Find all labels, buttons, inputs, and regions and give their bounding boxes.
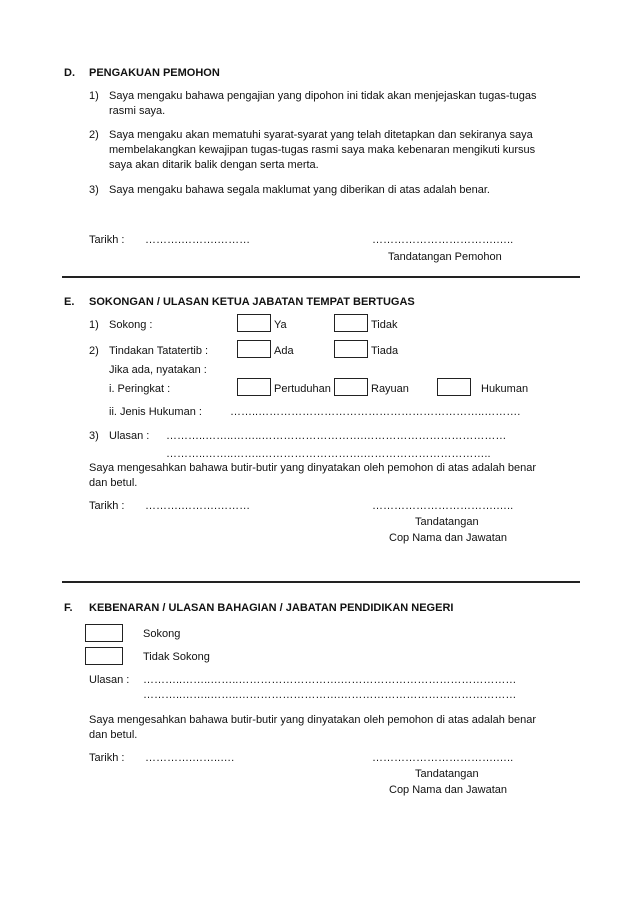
checkbox-hukuman[interactable] bbox=[437, 378, 471, 396]
declaration-text: Saya mengaku bahawa segala maklumat yang diberikan di atas adalah benar. bbox=[109, 184, 490, 196]
signature-field[interactable]: …………………………….….. bbox=[372, 234, 514, 246]
signature-label: Tandatangan bbox=[415, 516, 479, 528]
comment-field[interactable]: ………..……..……..……………………….………………………………………… bbox=[143, 689, 517, 701]
conditional-note: Jika ada, nyatakan : bbox=[109, 364, 207, 376]
item-number: 3) bbox=[89, 430, 99, 442]
item-number: 1) bbox=[89, 90, 99, 102]
declaration-text: Saya mengaku bahawa pengajian yang dipohon ini tidak akan menjejaskan tugas-tugas bbox=[109, 90, 537, 102]
date-field[interactable]: ……….……….……… bbox=[145, 234, 251, 246]
signature-label: Tandatangan Pemohon bbox=[388, 251, 502, 263]
certification-text: dan betul. bbox=[89, 477, 138, 489]
date-field[interactable]: ………….……..…. bbox=[145, 752, 235, 764]
stamp-label: Cop Nama dan Jawatan bbox=[389, 532, 508, 544]
declaration-text: saya akan ditarik balik dengan serta merta. bbox=[109, 159, 319, 171]
section-f-letter: F. bbox=[64, 602, 73, 614]
date-label: Tarikh : bbox=[89, 234, 125, 246]
checkbox-sokong[interactable] bbox=[85, 624, 123, 642]
item-number: 2) bbox=[89, 345, 99, 357]
signature-label: Tandatangan bbox=[415, 768, 479, 780]
certification-text: dan betul. bbox=[89, 729, 138, 741]
disciplinary-label: Tindakan Tatatertib : bbox=[109, 345, 209, 357]
item-number: 3) bbox=[89, 184, 99, 196]
option-label: Rayuan bbox=[371, 383, 409, 395]
date-field[interactable]: ……….……….……… bbox=[145, 500, 251, 512]
declaration-text: Saya mengaku akan mematuhi syarat-syarat yang telah ditetapkan dan sekiranya saya bbox=[109, 129, 533, 141]
section-e-letter: E. bbox=[64, 296, 75, 308]
item-number: 1) bbox=[89, 319, 99, 331]
signature-field[interactable]: …………………………….….. bbox=[372, 752, 514, 764]
date-label: Tarikh : bbox=[89, 500, 125, 512]
checkbox-ada[interactable] bbox=[237, 340, 271, 358]
comment-field[interactable]: ………..……..……..……………………….…………………………….. bbox=[166, 448, 491, 460]
option-label: Ya bbox=[274, 319, 287, 331]
checkbox-ya[interactable] bbox=[237, 314, 271, 332]
checkbox-pertuduhan[interactable] bbox=[237, 378, 271, 396]
section-divider bbox=[62, 276, 580, 278]
comment-label: Ulasan : bbox=[109, 430, 150, 442]
date-label: Tarikh : bbox=[89, 752, 125, 764]
option-label: Hukuman bbox=[481, 383, 529, 395]
comment-label: Ulasan : bbox=[89, 674, 130, 686]
option-label: Tidak Sokong bbox=[143, 651, 210, 663]
punishment-type-label: ii. Jenis Hukuman : bbox=[109, 406, 202, 418]
option-label: Sokong bbox=[143, 628, 181, 640]
item-number: 2) bbox=[89, 129, 99, 141]
certification-text: Saya mengesahkan bahawa butir-butir yang dinyatakan oleh pemohon di atas adalah benar bbox=[89, 714, 537, 726]
checkbox-tidak-sokong[interactable] bbox=[85, 647, 123, 665]
stamp-label: Cop Nama dan Jawatan bbox=[389, 784, 508, 796]
option-label: Tidak bbox=[371, 319, 398, 331]
comment-field[interactable]: ………..……..……..……………………….………………………………………… bbox=[143, 674, 517, 686]
section-d-letter: D. bbox=[64, 67, 75, 79]
checkbox-tidak[interactable] bbox=[334, 314, 368, 332]
checkbox-rayuan[interactable] bbox=[334, 378, 368, 396]
support-label: Sokong : bbox=[109, 319, 153, 331]
section-f-title: KEBENARAN / ULASAN BAHAGIAN / JABATAN PENDIDIKAN NEGERI bbox=[89, 602, 454, 614]
section-divider bbox=[62, 581, 580, 583]
option-label: Ada bbox=[274, 345, 294, 357]
declaration-text: membelakangkan kewajipan tugas-tugas rasmi saya maka kebenaran mengikuti kursus bbox=[109, 144, 536, 156]
option-label: Pertuduhan bbox=[274, 383, 331, 395]
section-e-title: SOKONGAN / ULASAN KETUA JABATAN TEMPAT BERTUGAS bbox=[89, 296, 415, 308]
checkbox-tiada[interactable] bbox=[334, 340, 368, 358]
option-label: Tiada bbox=[371, 345, 399, 357]
signature-field[interactable]: …………………………….….. bbox=[372, 500, 514, 512]
declaration-text: rasmi saya. bbox=[109, 105, 166, 117]
certification-text: Saya mengesahkan bahawa butir-butir yang dinyatakan oleh pemohon di atas adalah benar bbox=[89, 462, 537, 474]
punishment-type-field[interactable]: ……..……………………………………………………..………. bbox=[230, 406, 521, 418]
level-label: i. Peringkat : bbox=[109, 383, 171, 395]
section-d-title: PENGAKUAN PEMOHON bbox=[89, 67, 220, 79]
comment-field[interactable]: ………..……..……..……………………….………………………………… bbox=[166, 430, 507, 442]
